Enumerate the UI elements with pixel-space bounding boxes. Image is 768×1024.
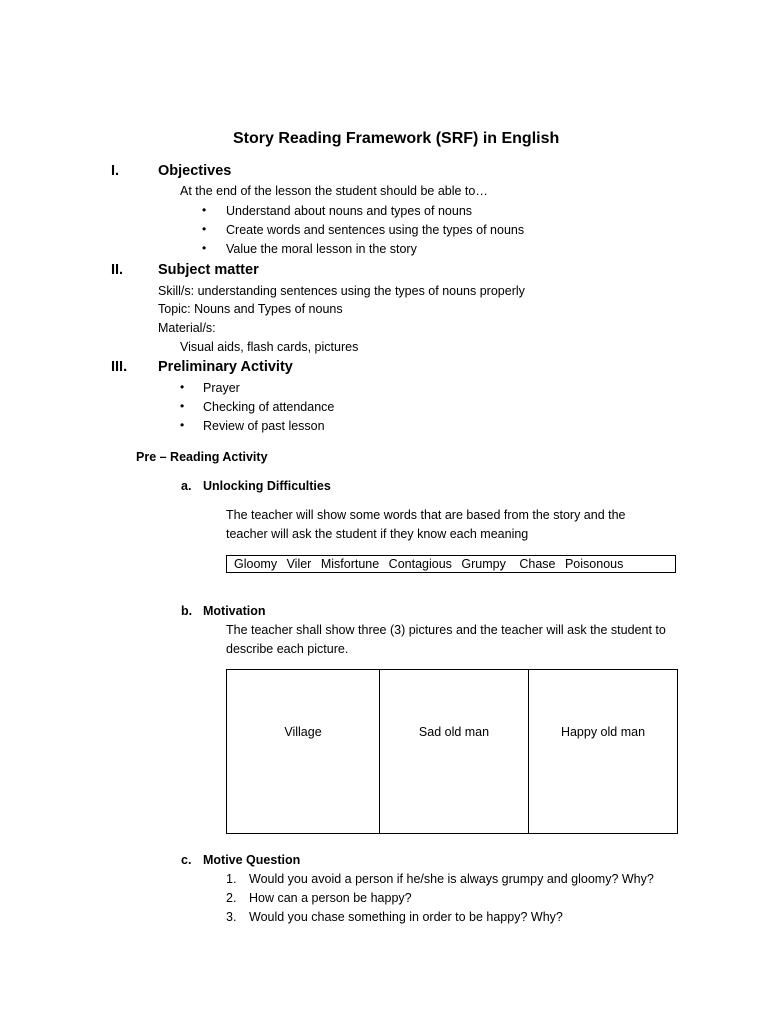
objectives-intro: At the end of the lesson the student should be able to… (180, 184, 488, 198)
vocabulary-word: Grumpy (461, 557, 506, 571)
subject-materials: Visual aids, flash cards, pictures (180, 340, 359, 354)
question-number: 1. (226, 872, 237, 886)
question-text: Would you chase something in order to be happy? Why? (249, 910, 563, 924)
motive-question-letter: c. (181, 853, 192, 867)
picture-cell (528, 670, 677, 833)
question-number: 2. (226, 891, 237, 905)
subject-matter-heading: Subject matter (158, 262, 259, 278)
picture-cell (227, 670, 379, 833)
objective-item: Create words and sentences using the types of nouns (226, 223, 525, 237)
objective-item: Value the moral lesson in the story (226, 242, 417, 256)
unlocking-heading: Unlocking Difficulties (203, 479, 331, 493)
vocabulary-word: Chase (519, 557, 556, 571)
unlocking-letter: a. (181, 479, 192, 493)
preliminary-item: Review of past lesson (203, 419, 325, 433)
question-text: How can a person be happy? (249, 891, 412, 905)
motivation-heading: Motivation (203, 604, 266, 618)
picture-label: Village (284, 725, 322, 739)
objectives-numeral: I. (111, 163, 120, 179)
vocabulary-word: Misfortune (320, 557, 380, 571)
picture-label: Happy old man (560, 725, 646, 739)
vocabulary-word: Poisonous (564, 557, 624, 571)
vocabulary-word: Viler (286, 557, 312, 571)
question-text: Would you avoid a person if he/she is always grumpy and gloomy? Why? (249, 872, 654, 886)
preliminary-numeral: III. (111, 359, 128, 375)
motive-question-heading: Motive Question (203, 853, 301, 867)
bullet-glyph: • (202, 222, 207, 236)
subject-topic: Topic: Nouns and Types of nouns (158, 302, 343, 316)
bullet-glyph: • (202, 241, 207, 255)
picture-cell (379, 670, 528, 833)
picture-table (226, 669, 678, 834)
subject-materials-label: Material/s: (158, 321, 216, 335)
unlocking-text-line: teacher will ask the student if they know each meaning (226, 527, 529, 541)
preliminary-item: Prayer (203, 381, 240, 395)
subject-matter-numeral: II. (111, 262, 124, 278)
bullet-glyph: • (202, 203, 207, 217)
objectives-heading: Objectives (158, 163, 232, 179)
objective-item: Understand about nouns and types of nouns (226, 204, 473, 218)
motivation-text-line: The teacher shall show three (3) pictures and the teacher will ask the student to (226, 623, 666, 637)
preliminary-item: Checking of attendance (203, 400, 335, 414)
document-title: Story Reading Framework (SRF) in English (233, 130, 560, 147)
preliminary-heading: Preliminary Activity (158, 359, 293, 375)
vocabulary-word: Gloomy (234, 557, 278, 571)
vocabulary-word-box (226, 555, 676, 573)
subject-skill: Skill/s: understanding sentences using the types of nouns properly (158, 284, 525, 298)
question-number: 3. (226, 910, 237, 924)
motivation-text-line: describe each picture. (226, 642, 349, 656)
bullet-glyph: • (180, 418, 185, 432)
picture-label: Sad old man (418, 725, 490, 739)
bullet-glyph: • (180, 399, 185, 413)
motivation-letter: b. (181, 604, 193, 618)
pre-reading-heading: Pre – Reading Activity (136, 450, 268, 464)
bullet-glyph: • (180, 380, 185, 394)
vocabulary-word: Contagious (388, 557, 452, 571)
unlocking-text-line: The teacher will show some words that are based from the story and the (226, 508, 626, 522)
